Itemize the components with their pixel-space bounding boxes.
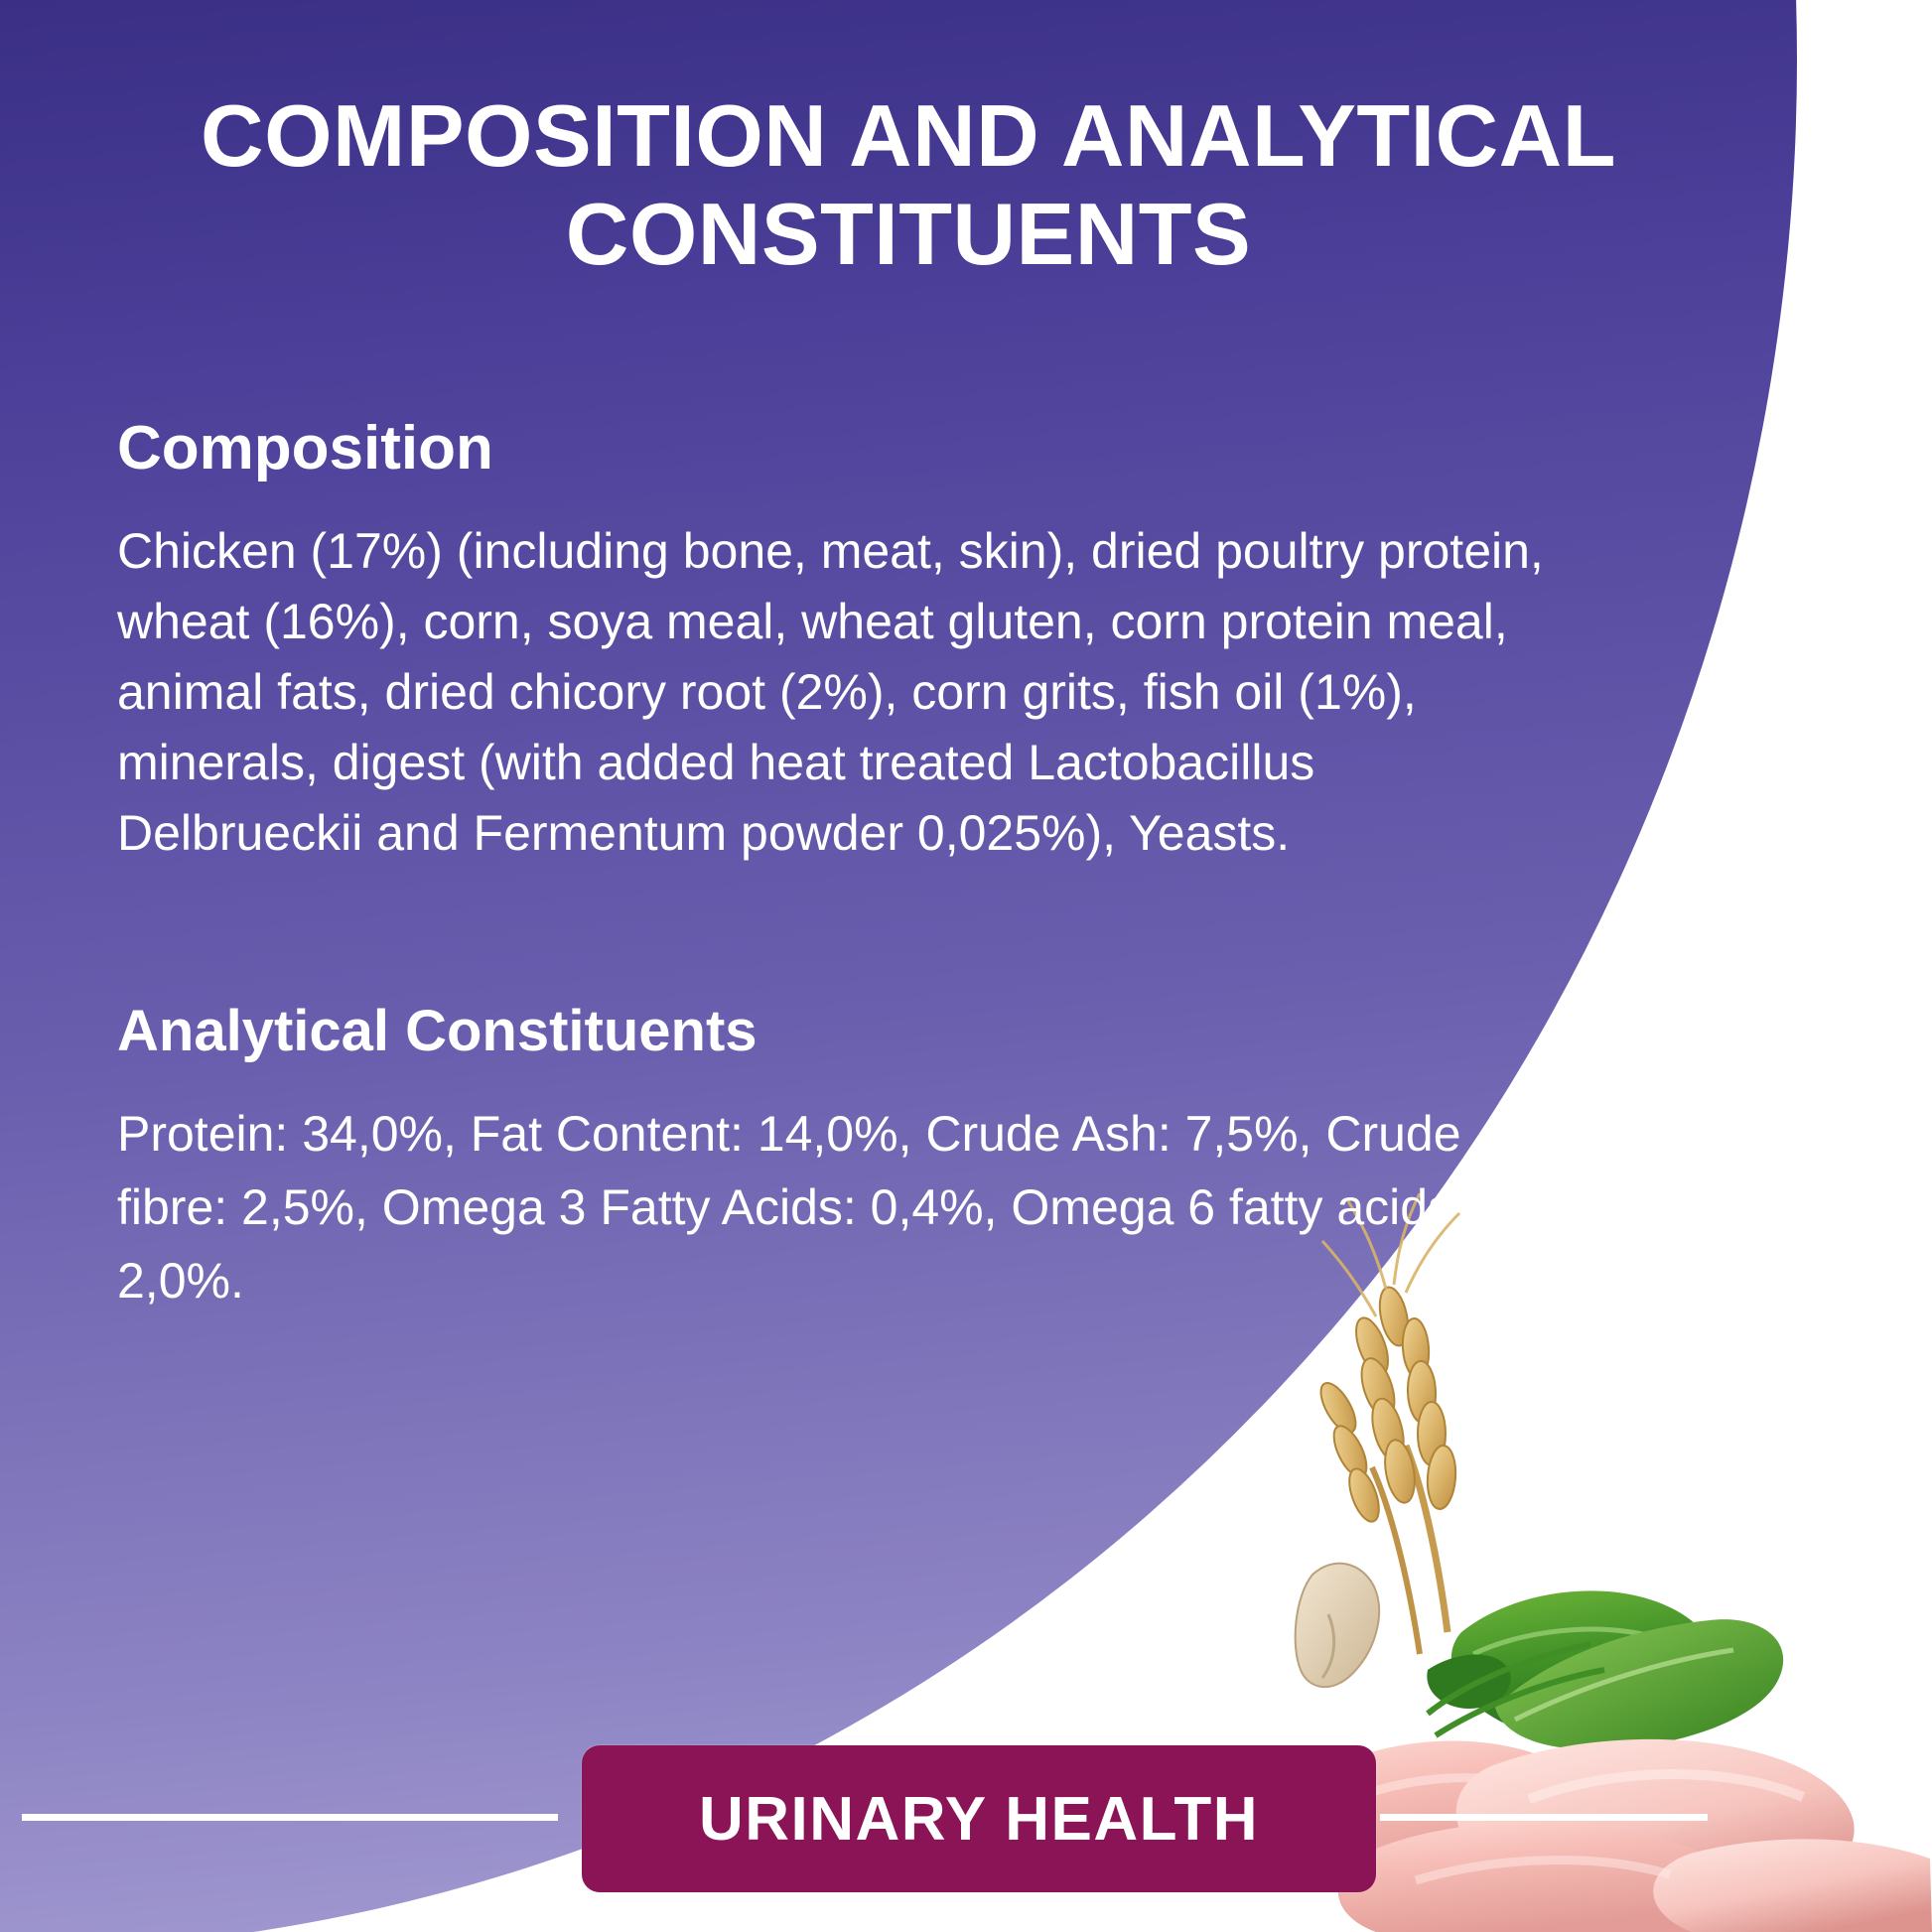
chicory-root-icon <box>1296 1564 1379 1687</box>
divider-left <box>22 1814 558 1821</box>
composition-heading: Composition <box>117 414 493 483</box>
content-block <box>117 415 1626 1317</box>
analytical-constituents-text: Protein: 34,0%, Fat Content: 14,0%, Crude Ash: 7,5%, Crude fibre: 2,5%, Omega 3 Fatty Acids: 0,4%, Omega 6 fatty acids: 2,0%. <box>117 1105 1466 1309</box>
divider-right <box>1380 1814 1708 1821</box>
page-title: COMPOSITION AND ANALYTICAL CONSTITUENTS <box>201 86 1616 283</box>
status-badge-label: URINARY HEALTH <box>698 1784 1260 1854</box>
raw-chicken-icon <box>1283 1739 1932 1932</box>
composition-text: Chicken (17%) (including bone, meat, skin), dried poultry protein, wheat (16%), corn, soya meal, wheat gluten, corn protein meal, animal fats, dried chicory root (2%), corn grits, fish oil (1%), minerals, digest (with added heat treated Lactobacillus Delbrueckii and Fermentum powder 0,025%), Yeasts. <box>117 523 1544 862</box>
spinach-leaves-icon <box>1427 1590 1783 1749</box>
status-badge <box>582 1745 1376 1892</box>
analytical-constituents-heading: Analytical Constituents <box>117 999 758 1064</box>
